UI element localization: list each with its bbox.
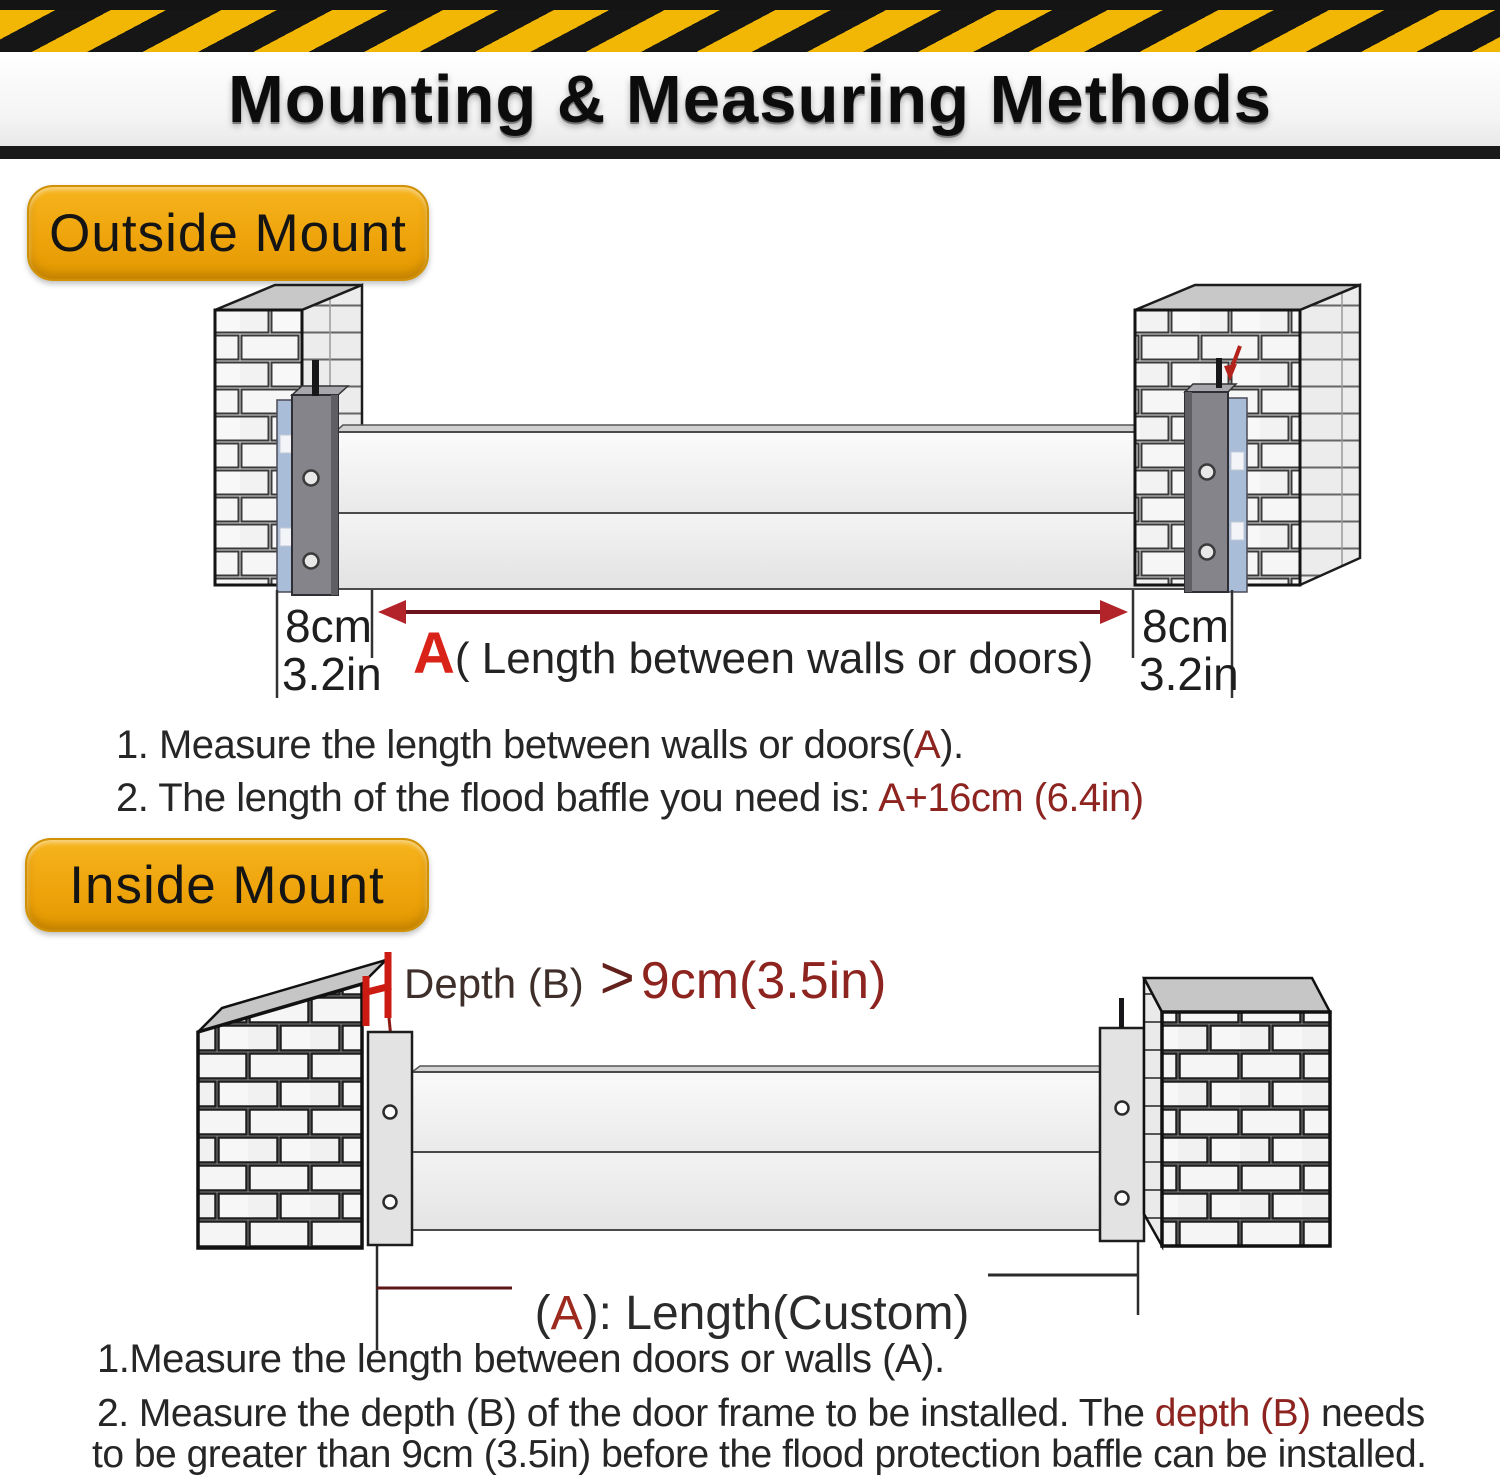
left-offset-in: 3.2in bbox=[282, 648, 382, 700]
screw-hole bbox=[304, 554, 319, 569]
title-divider-bar bbox=[0, 146, 1500, 159]
left-pillar-front-face bbox=[198, 984, 362, 1248]
outside-dimensions bbox=[277, 590, 1239, 700]
inside-mount-badge-label: Inside Mount bbox=[69, 855, 385, 915]
length-custom-label: (A): Length(Custom) bbox=[534, 1287, 970, 1340]
screw-hole bbox=[1116, 1102, 1129, 1115]
inside-mount-diagram bbox=[0, 940, 1500, 1360]
right-pillar-side-face bbox=[1300, 285, 1360, 585]
right-mount-bracket bbox=[1100, 998, 1144, 1241]
inside-right-pillar bbox=[1144, 978, 1330, 1246]
barrier-upper-panel bbox=[412, 1072, 1112, 1152]
right-pillar-side-face bbox=[1144, 978, 1162, 1246]
inside-step-2: 2. Measure the depth (B) of the door frame to be installed. The depth (B) needs bbox=[97, 1392, 1425, 1435]
left-offset-cm: 8cm bbox=[285, 600, 372, 652]
outside-step-2: 2. The length of the flood baffle you need is: A+16cm (6.4in) bbox=[116, 776, 1144, 820]
inside-dimensions bbox=[377, 1242, 1138, 1350]
inside-step-2-line2: to be greater than 9cm (3.5in) before the flood protection baffle can be installed. bbox=[92, 1433, 1427, 1475]
left-mount-bracket bbox=[368, 1032, 412, 1245]
anchor-pin bbox=[1119, 998, 1124, 1028]
span-label: A( Length between walls or doors) bbox=[413, 621, 1094, 686]
flood-barrier-panels bbox=[412, 1066, 1120, 1230]
anchor-pin bbox=[312, 360, 319, 396]
outside-mount-badge-label: Outside Mount bbox=[49, 203, 407, 263]
barrier-top-edge bbox=[335, 425, 1198, 432]
screw-hole bbox=[1116, 1192, 1129, 1205]
caution-stripe-banner bbox=[0, 10, 1500, 52]
right-offset-cm: 8cm bbox=[1142, 600, 1229, 652]
screw-hole bbox=[304, 471, 319, 486]
outside-mount-badge bbox=[27, 185, 429, 281]
anchor-pin bbox=[1216, 358, 1222, 388]
right-seal-strip bbox=[1228, 398, 1247, 592]
flood-barrier-panels bbox=[335, 425, 1198, 589]
page-title: Mounting & Measuring Methods bbox=[227, 61, 1273, 137]
screw-hole bbox=[384, 1196, 397, 1209]
inside-mount-badge bbox=[25, 838, 429, 932]
arrowhead-left bbox=[378, 600, 406, 624]
depth-requirement-label: Depth (B) > 9cm(3.5in) bbox=[404, 944, 887, 1011]
top-black-edge bbox=[0, 0, 1500, 10]
barrier-lower-panel bbox=[412, 1152, 1112, 1230]
screw-hole bbox=[384, 1106, 397, 1119]
arrowhead-right bbox=[1100, 600, 1128, 624]
outside-mount-diagram bbox=[0, 280, 1500, 700]
barrier-lower-panel bbox=[335, 513, 1190, 589]
outside-step-1: 1. Measure the length between walls or doors(A). bbox=[116, 723, 964, 767]
inside-left-pillar bbox=[198, 960, 386, 1248]
screw-hole bbox=[1200, 545, 1215, 560]
inside-step-1: 1.Measure the length between doors or walls (A). bbox=[97, 1337, 945, 1381]
screw-hole bbox=[1200, 465, 1215, 480]
right-pillar-front-face bbox=[1162, 1012, 1330, 1246]
right-pillar-top-face bbox=[1144, 978, 1330, 1012]
right-offset-in: 3.2in bbox=[1139, 648, 1239, 700]
barrier-upper-panel bbox=[335, 432, 1190, 513]
